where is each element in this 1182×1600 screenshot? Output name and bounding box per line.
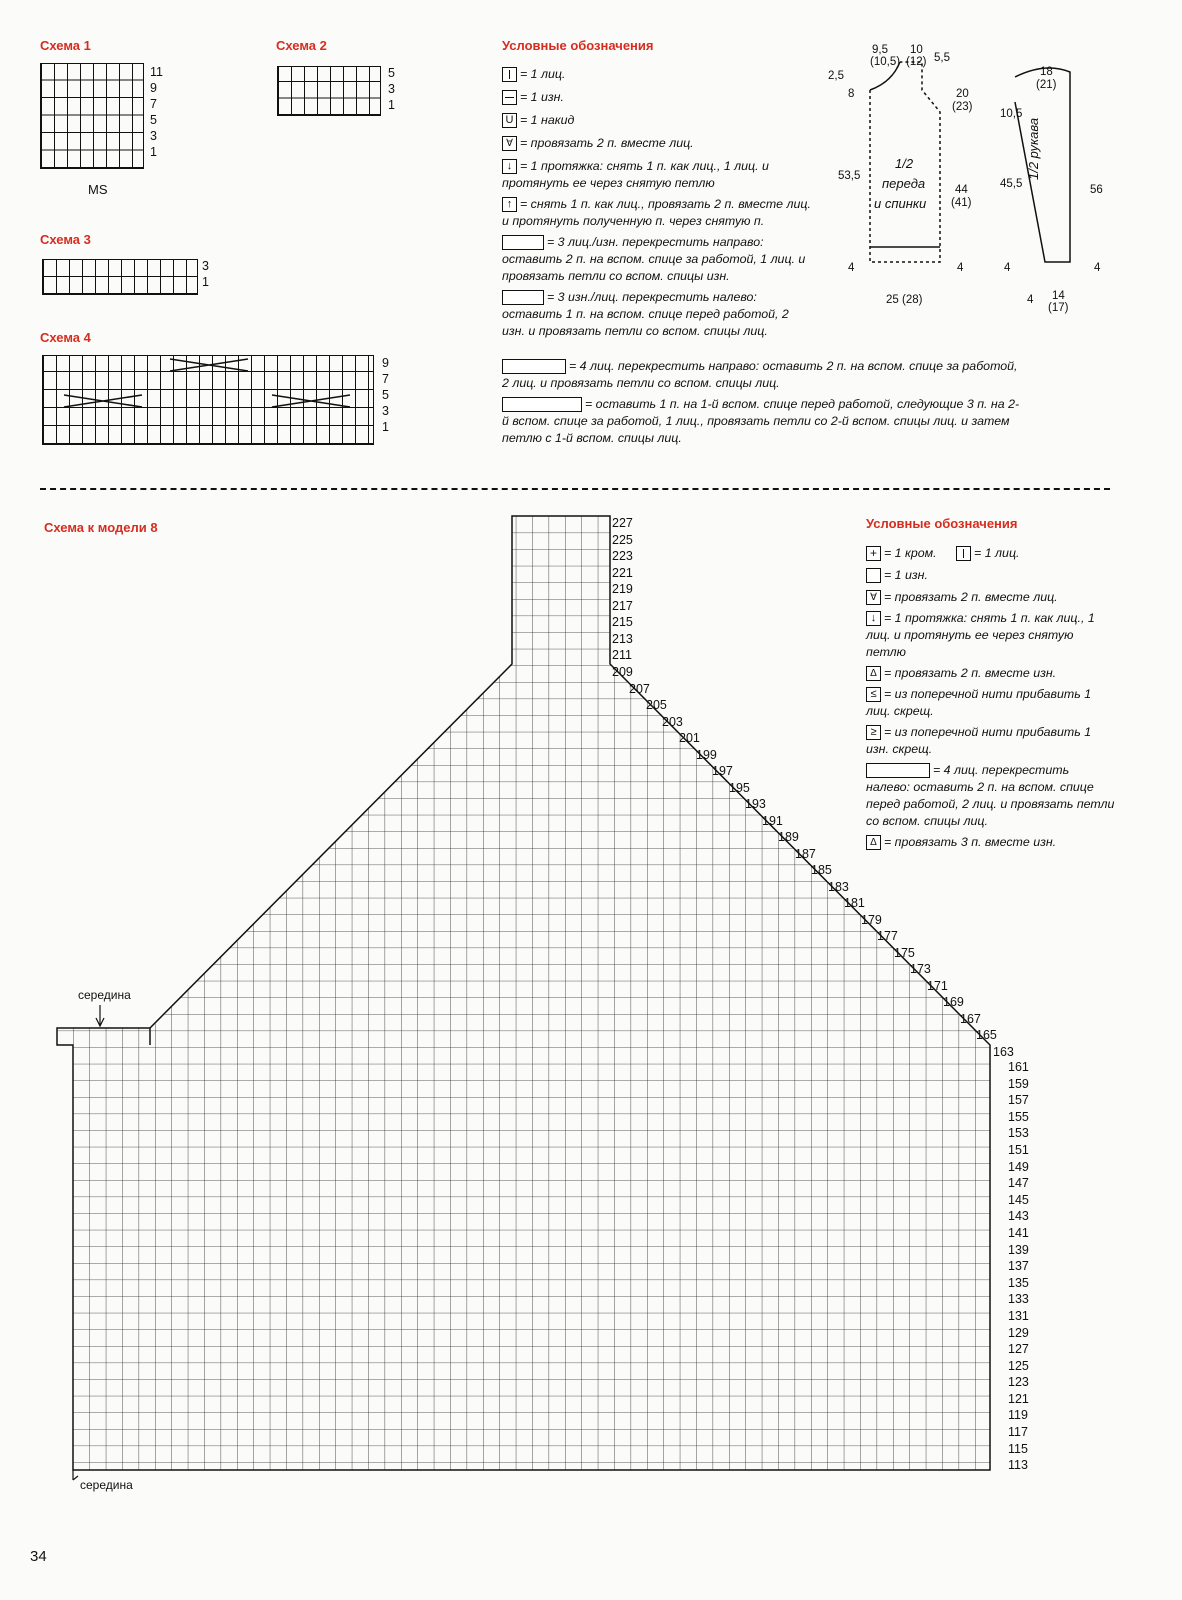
dim-neck-w: 9,5 [872,44,888,56]
row-label: 117 [1008,1425,1028,1440]
row-label: 151 [1008,1142,1029,1157]
cable-4-left-icon [866,763,930,778]
m1-purl-icon: ≥ [866,725,881,740]
row-label: 147 [1008,1176,1029,1191]
row-label: 121 [1008,1391,1029,1406]
row-label: 119 [1008,1408,1028,1423]
yarn-over-icon: U [502,113,517,128]
dim-rib-cuff: 4 [1027,294,1034,306]
row-label: 131 [1008,1308,1029,1323]
row-label: 217 [612,599,633,613]
scheme4-title: Схема 4 [40,330,91,345]
legend-item [866,724,1116,758]
legend-item [866,834,1116,851]
row-label: 1 [150,145,157,159]
p3tog-icon: Δ [866,835,881,850]
legend-text: = провязать 2 п. вместе изн. [884,666,1057,680]
dim-cuff-w: 14 [1052,290,1065,302]
row-label: 135 [1008,1275,1029,1290]
row-label: 3 [202,259,209,273]
row-label: 173 [910,962,931,976]
row-label: 163 [993,1045,1014,1059]
row-label: 155 [1008,1109,1029,1124]
dim-cuff-w-alt: (17) [1048,302,1069,314]
dim-side: 44 [955,184,968,196]
row-label: 167 [960,1012,981,1026]
model8-middle-bottom: середина [80,1478,133,1492]
row-label: 221 [612,566,633,580]
model8-title: Схема к модели 8 [44,520,158,535]
legend-text: = 1 протяжка: снять 1 п. как лиц., 1 лиц. и протянуть ее через снятую петлю [502,159,769,190]
dim-armhole-alt: (23) [952,101,973,113]
row-label: 195 [729,781,750,795]
row-label: 127 [1008,1342,1029,1357]
row-label: 1 [382,420,389,434]
row-label: 123 [1008,1375,1029,1390]
row-label: 203 [662,715,683,729]
legend-text: = провязать 2 п. вместе лиц. [520,136,694,150]
row-label: 201 [679,731,700,745]
legend-text: = 1 изн. [520,90,564,104]
legend-text: = 4 лиц. перекрестить налево: оставить 2 п. на вспом. спице перед работой, 2 лиц. и провязать петли со вспом. спицы лиц. [866,763,1115,828]
row-label: 161 [1008,1060,1029,1074]
row-label: 157 [1008,1093,1029,1108]
ssk-icon: ↓ [502,159,517,174]
dim-sleeve-cap: 10,5 [1000,108,1023,120]
dim-rib-sleeve-r: 4 [1094,262,1101,274]
row-label: 5 [382,388,389,402]
legend-item [866,762,1116,830]
legend-text: = 4 лиц. перекрестить направо: оставить 2 п. на вспом. спице за работой, 2 лиц. и провязать петли со вспом. спицы лиц. [502,359,1018,390]
row-label: 153 [1008,1126,1029,1141]
row-label: 205 [646,698,667,712]
legend-text: = из поперечной нити прибавить 1 изн. скрещ. [866,725,1092,756]
legend-item [866,567,1116,584]
scheme3-title: Схема 3 [40,232,91,247]
model8-rows-lower [1008,1060,1029,1475]
row-label: 115 [1008,1441,1028,1456]
dim-sleeve-total: 56 [1090,184,1103,196]
row-label: 9 [382,356,389,370]
row-label: 177 [877,929,898,943]
row-label: 223 [612,549,633,563]
row-label: 3 [388,82,395,96]
row-label: 165 [976,1028,997,1042]
model8-middle-top: середина [78,988,131,1002]
row-label: 211 [612,648,632,662]
k2tog-icon: ∀ [866,590,881,605]
purl-icon [866,568,881,583]
row-label: 129 [1008,1325,1029,1340]
sk2p-icon: ↑ [502,197,517,212]
dim-rib-left: 4 [848,262,855,274]
dim-armhole: 20 [956,88,969,100]
scheme1-marker: MS [88,182,108,197]
legend-text: = провязать 2 п. вместе лиц. [884,590,1058,604]
dim-shoulder-alt: (12) [906,56,927,68]
legend-text: = провязать 3 п. вместе изн. [884,835,1057,849]
row-label: 143 [1008,1209,1029,1224]
row-label: 207 [629,682,650,696]
row-label: 183 [828,880,849,894]
legend-text: = 1 накид [520,113,575,127]
legend-text: = 1 протяжка: снять 1 п. как лиц., 1 лиц. и протянуть ее через снятую петлю [866,611,1095,659]
legend-bottom-title: Условные обозначения [866,516,1018,531]
row-label: 181 [844,896,865,910]
row-label: 7 [382,372,389,386]
legend-text: = 3 изн./лиц. перекрестить налево: оставить 1 п. на вспом. спице перед работой, 2 изн. и провязать петли со вспом. спицы лиц. [502,290,789,338]
row-label: 7 [150,97,157,111]
row-label: 171 [927,979,948,993]
row-label: 189 [778,830,799,844]
row-label: 3 [382,404,389,418]
scheme1-title: Схема 1 [40,38,91,53]
row-label: 11 [150,65,163,79]
row-label: 149 [1008,1159,1029,1174]
row-label: 9 [150,81,157,95]
page-number: 34 [30,1548,47,1565]
dim-shoulder: 10 [910,44,923,56]
legend-item [866,686,1116,720]
dim-side-alt: (41) [951,197,972,209]
dim-rib-sleeve: 4 [1004,262,1011,274]
row-label: 227 [612,516,633,530]
row-label: 213 [612,632,633,646]
sleeve-label: 1/2 рукава [1026,117,1041,180]
row-label: 197 [712,764,733,778]
row-label: 159 [1008,1076,1029,1091]
dim-width: 25 (28) [886,294,923,306]
dim-total: 53,5 [838,170,861,182]
legend-text: = 1 изн. [884,568,928,582]
dim-neck-d1: 2,5 [828,70,844,82]
legend-text: = из поперечной нити прибавить 1 лиц. скрещ. [866,687,1092,718]
m1-knit-icon: ≤ [866,687,881,702]
row-label: 5 [388,66,395,80]
row-label: 215 [612,615,633,629]
dim-sleeve-top: 18 [1040,66,1053,78]
legend-top-title: Условные обозначения [502,38,654,53]
dim-neck-w-alt: (10,5) [870,56,901,68]
legend-text: = снять 1 п. как лиц., провязать 2 п. вместе лиц. и протянуть полученную п. через снятую п. [502,197,811,228]
legend-item [866,665,1116,682]
row-label: 169 [943,995,964,1009]
dim-rib-mid: 4 [957,262,964,274]
row-label: 113 [1008,1458,1028,1473]
row-label: 133 [1008,1292,1029,1307]
legend-item [866,545,1116,562]
row-label: 199 [696,748,717,762]
row-label: 185 [811,863,832,877]
row-label: 187 [795,847,816,861]
legend-bottom-list [866,545,1116,851]
dim-sleeve-len: 45,5 [1000,178,1023,190]
legend-item [866,610,1116,661]
row-label: 1 [388,98,395,112]
row-label: 225 [612,533,633,547]
p2tog-icon: Δ [866,666,881,681]
dim-shoulder-sm: 5,5 [934,52,950,64]
row-label: 219 [612,582,633,596]
front-back-line2: переда [882,176,926,191]
k2tog-icon: ∀ [502,136,517,151]
row-label: 125 [1008,1358,1029,1373]
row-label: 145 [1008,1192,1029,1207]
legend-text: = 1 кром. [884,546,937,560]
edge-stitch-icon: + [866,546,881,561]
row-label: 5 [150,113,157,127]
legend-text: = 1 лиц. [974,546,1020,560]
knit-icon [956,546,971,561]
front-back-line3: и спинки [874,196,927,211]
ssk-icon: ↓ [866,611,881,626]
row-label: 141 [1008,1225,1029,1240]
legend-text: = 3 лиц./изн. перекрестить направо: оставить 2 п. на вспом. спице за работой, 1 лиц. и провязать петли со вспом. спицы изн. [502,235,806,283]
row-label: 137 [1008,1259,1029,1274]
row-label: 1 [202,275,209,289]
dim-neck-d2: 8 [848,88,855,100]
legend-text: = оставить 1 п. на 1-й вспом. спице перед работой, следующие 3 п. на 2-й вспом. спице за работой, 1 лиц., провязать петли со 2-й вспом. спицы лиц. и затем петлю с 1-й вспом. спицы лиц. [502,397,1020,445]
row-label: 139 [1008,1242,1029,1257]
scheme2-title: Схема 2 [276,38,327,53]
legend-text: = 1 лиц. [520,67,566,81]
row-label: 175 [894,946,915,960]
dim-sleeve-top-alt: (21) [1036,79,1057,91]
row-label: 191 [762,814,783,828]
row-label: 3 [150,129,157,143]
row-label: 179 [861,913,882,927]
row-label: 193 [745,797,766,811]
legend-item [866,589,1116,606]
row-label: 209 [612,665,633,679]
front-back-line1: 1/2 [895,156,914,171]
